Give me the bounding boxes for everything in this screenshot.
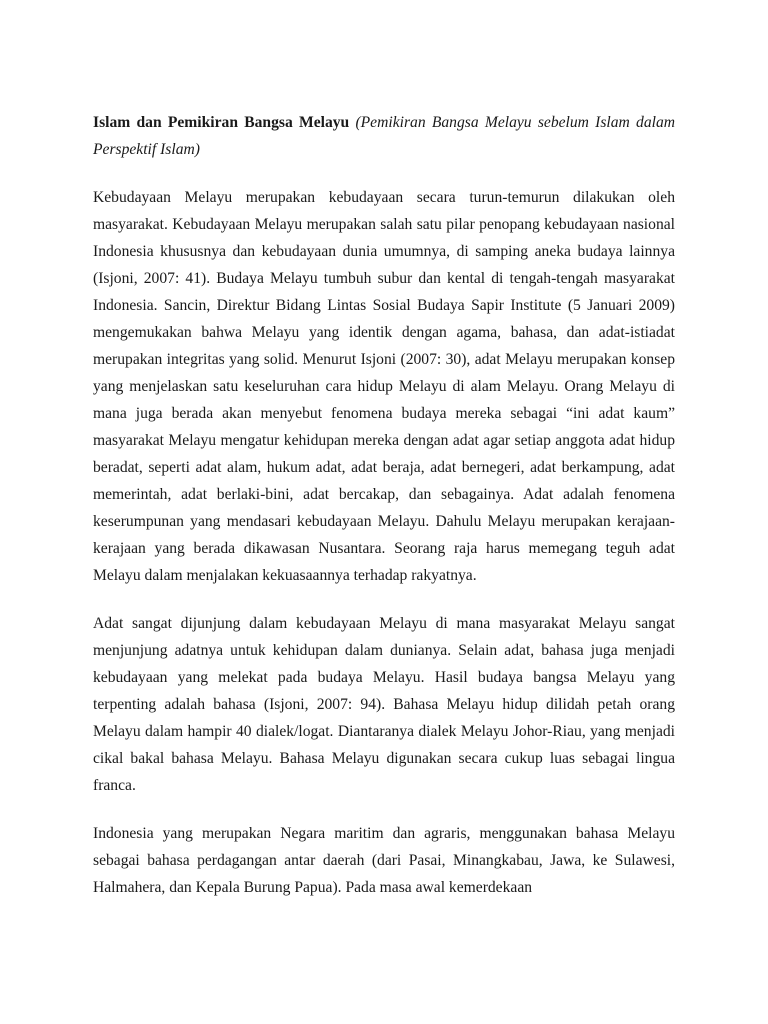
paragraph-1: Kebudayaan Melayu merupakan kebudayaan secara turun-temurun dilakukan oleh masyarakat. Kebudayaan Melayu merupakan salah satu pilar penopang kebudayaan nasional Indonesia khususnya dan kebudayaan dunia umumnya, di samping aneka budaya lainnya (Isjoni, 2007: 41). Budaya Melayu tumbuh subur dan kental di tengah-tengah masyarakat Indonesia. Sancin, Direktur Bidang Lintas Sosial Budaya Sapir Institute (5 Januari 2009) mengemukakan bahwa Melayu yang identik dengan agama, bahasa, dan adat-istiadat merupakan integritas yang solid. Menurut Isjoni (2007: 30), adat Melayu merupakan konsep yang menjelaskan satu keseluruhan cara hidup Melayu di alam Melayu. Orang Melayu di mana juga berada akan menyebut fenomena budaya mereka sebagai “ini adat kaum” masyarakat Melayu mengatur kehidupan mereka dengan adat agar setiap anggota adat hidup beradat, seperti adat alam, hukum adat, adat beraja, adat bernegeri, adat berkampung, adat memerintah, adat berlaki-bini, adat bercakap, dan sebagainya. Adat adalah fenomena keserumpunan yang mendasari kebudayaan Melayu. Dahulu Melayu merupakan kerajaan-kerajaan yang berada dikawasan Nusantara. Seorang raja harus memegang teguh adat Melayu dalam menjalakan kekuasaannya terhadap rakyatnya. <box>93 189 675 584</box>
document-body <box>93 109 675 922</box>
paragraph-2: Adat sangat dijunjung dalam kebudayaan Melayu di mana masyarakat Melayu sangat menjunjung adatnya untuk kehidupan dalam dunianya. Selain adat, bahasa juga menjadi kebudayaan yang melekat pada budaya Melayu. Hasil budaya bangsa Melayu yang terpenting adalah bahasa (Isjoni, 2007: 94). Bahasa Melayu hidup dilidah petah orang Melayu dalam hampir 40 dialek/logat. Diantaranya dialek Melayu Johor-Riau, yang menjadi cikal bakal bahasa Melayu. Bahasa Melayu digunakan secara cukup luas sebagai lingua franca. <box>93 615 675 794</box>
heading-subtitle: (Pemikiran Bangsa Melayu sebelum Islam dalam Perspektif Islam) <box>93 114 676 158</box>
heading-title: Islam dan Pemikiran Bangsa Melayu <box>93 114 350 131</box>
document-heading <box>93 109 675 163</box>
paragraph-3: Indonesia yang merupakan Negara maritim dan agraris, menggunakan bahasa Melayu sebagai bahasa perdagangan antar daerah (dari Pasai, Minangkabau, Jawa, ke Sulawesi, Halmahera, dan Kepala Burung Papua). Pada masa awal kemerdekaan <box>93 825 675 896</box>
